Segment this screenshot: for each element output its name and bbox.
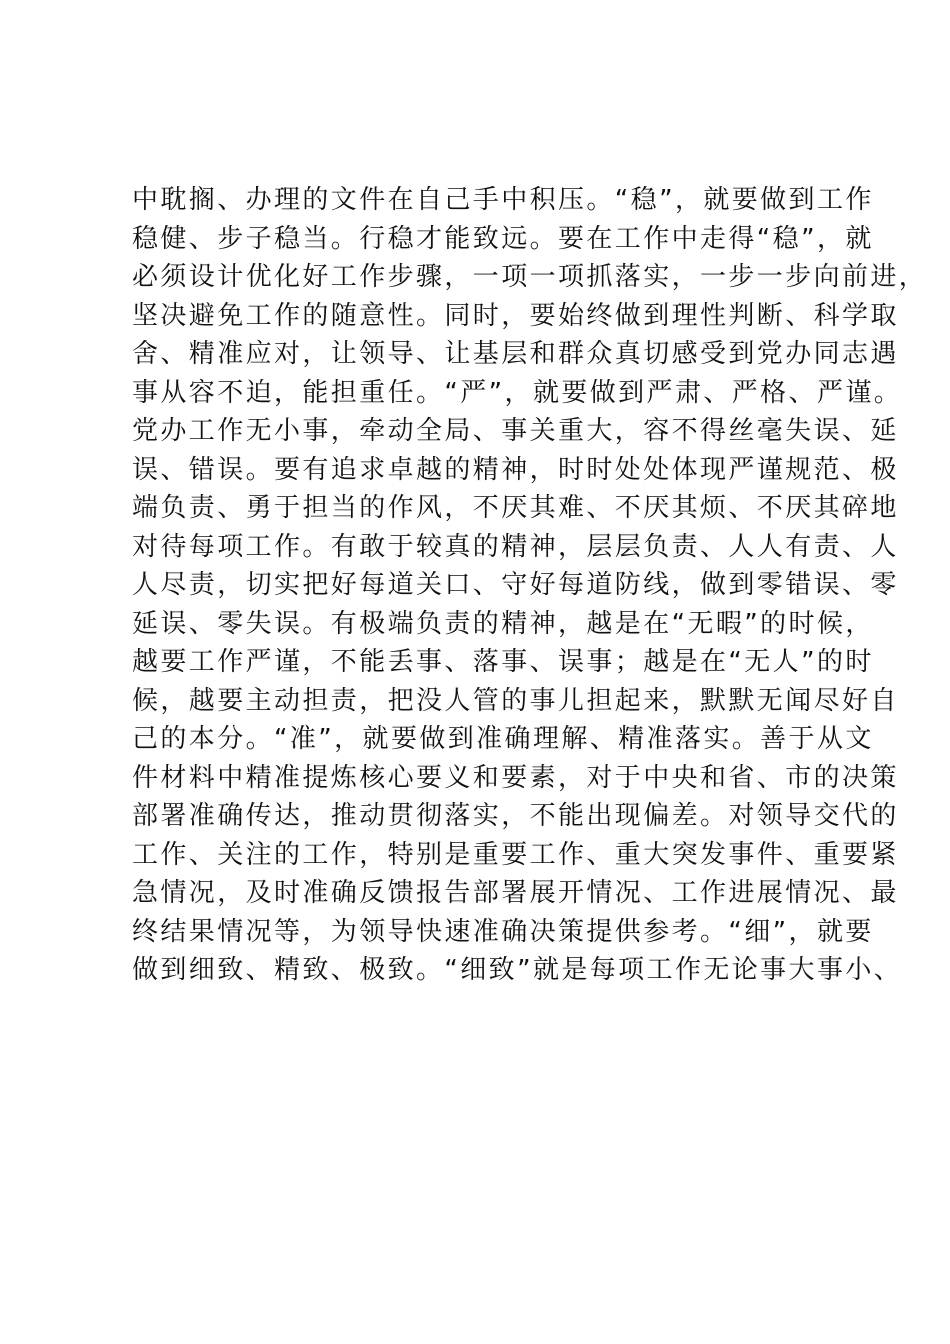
text-line: 误、错误。要有追求卓越的精神，时时处处体现严谨规范、极 bbox=[132, 454, 899, 485]
text-line: 舍、精准应对，让领导、让基层和群众真切感受到党办同志遇 bbox=[132, 339, 899, 369]
text-line: 工作、关注的工作，特别是重要工作、重大突发事件、重要紧 bbox=[132, 839, 899, 870]
text-line: 中耽搁、办理的文件在自己手中积压。“稳”，就要做到工作 bbox=[132, 185, 874, 215]
text-line: 件材料中精准提炼核心要义和要素，对于中央和省、市的决策 bbox=[132, 762, 899, 793]
text-line: 越要工作严谨，不能丢事、落事、误事；越是在“无人”的时 bbox=[132, 647, 874, 677]
text-line: 党办工作无小事，牵动全局、事关重大，容不得丝毫失误、延 bbox=[132, 416, 899, 446]
text-line: 部署准确传达，推动贯彻落实，不能出现偏差。对领导交代的 bbox=[132, 801, 899, 831]
text-line: 己的本分。“准”，就要做到准确理解、精准落实。善于从文 bbox=[132, 724, 874, 754]
text-line: 事从容不迫，能担重任。“严”，就要做到严肃、严格、严谨。 bbox=[132, 377, 903, 408]
text-line: 延误、零失误。有极端负责的精神，越是在“无暇”的时候， bbox=[132, 608, 874, 639]
text-line: 稳健、步子稳当。行稳才能致远。要在工作中走得“稳”，就 bbox=[132, 223, 874, 254]
text-line: 候，越要主动担责，把没人管的事儿担起来，默默无闻尽好自 bbox=[132, 685, 899, 716]
text-line: 人尽责，切实把好每道关口、守好每道防线，做到零错误、零 bbox=[132, 570, 899, 600]
text-line: 坚决避免工作的随意性。同时，要始终做到理性判断、科学取 bbox=[132, 300, 899, 331]
text-line: 端负责、勇于担当的作风，不厌其难、不厌其烦、不厌其碎地 bbox=[132, 493, 899, 523]
text-line: 急情况，及时准确反馈报告部署展开情况、工作进展情况、最 bbox=[132, 878, 899, 908]
text-line: 终结果情况等，为领导快速准确决策提供参考。“细”，就要 bbox=[132, 916, 874, 947]
text-line: 对待每项工作。有敢于较真的精神，层层负责、人人有责、人 bbox=[132, 531, 899, 562]
text-line: 必须设计优化好工作步骤，一项一项抓落实，一步一步向前进， bbox=[132, 262, 928, 292]
text-line: 做到细致、精致、极致。“细致”就是每项工作无论事大事小、 bbox=[132, 955, 903, 985]
document-body bbox=[132, 181, 927, 990]
